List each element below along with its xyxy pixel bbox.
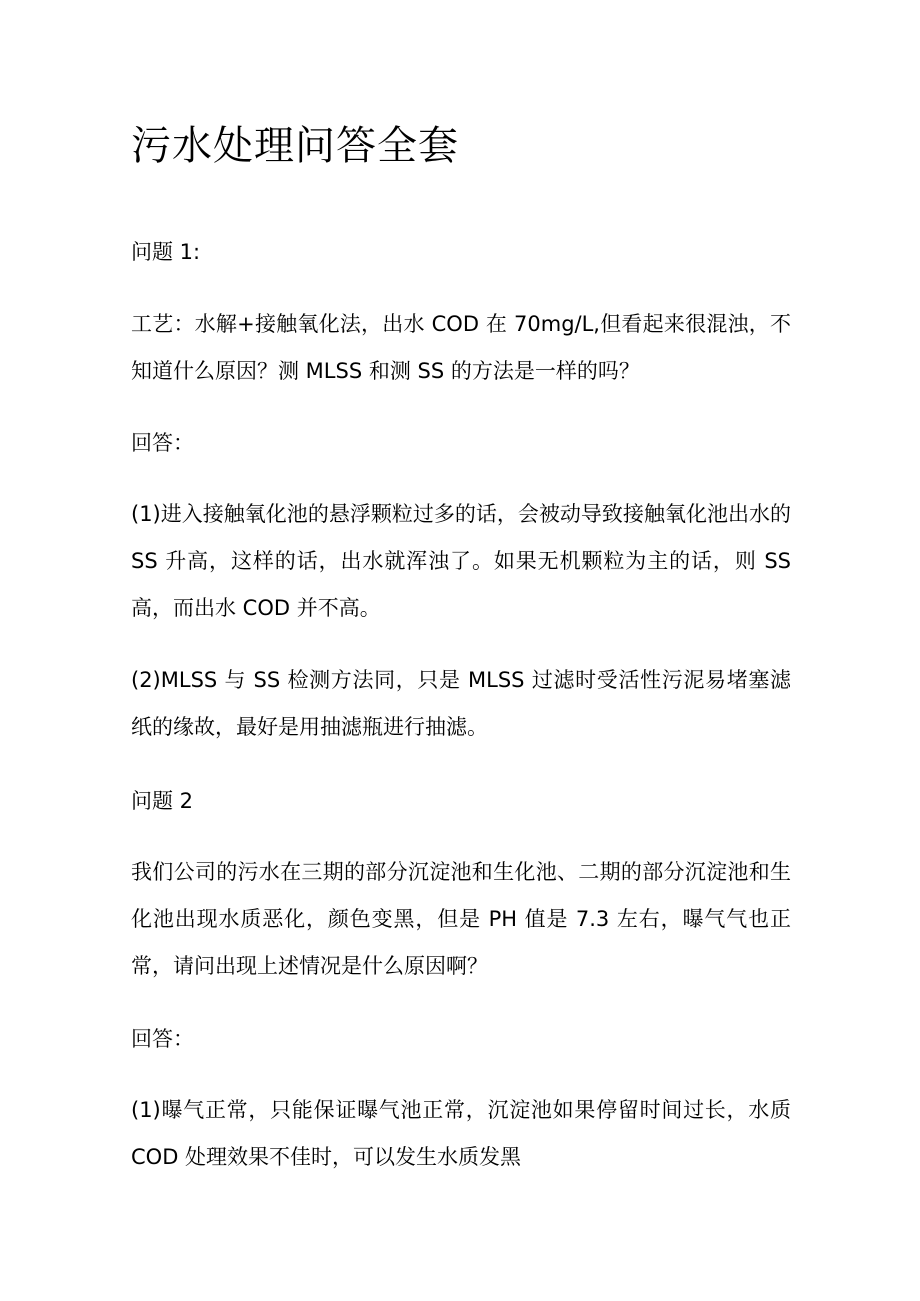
answer-2-point-1: (1)曝气正常，只能保证曝气池正常，沉淀池如果停留时间过长，水质 COD 处理效果不佳时，可以发生水质发黑 <box>131 1098 791 1169</box>
answer-1-heading: 回答： <box>131 431 194 455</box>
question-1-body: 工艺：水解+接触氧化法，出水 COD 在 70mg/L,但看起来很混浊，不知道什么原因？测 MLSS 和测 SS 的方法是一样的吗？ <box>131 312 791 383</box>
question-1-heading: 问题 1: <box>131 240 201 264</box>
question-2-body: 我们公司的污水在三期的部分沉淀池和生化池、二期的部分沉淀池和生化池出现水质恶化，颜色变黑，但是 PH 值是 7.3 左右，曝气气也正常，请问出现上述情况是什么原因啊？ <box>131 860 791 978</box>
answer-2-heading: 回答： <box>131 1027 194 1051</box>
answer-1-point-2: (2)MLSS 与 SS 检测方法同，只是 MLSS 过滤时受活性污泥易堵塞滤纸的缘故，最好是用抽滤瓶进行抽滤。 <box>131 668 791 739</box>
document-title: 污水处理问答全套 <box>131 123 459 169</box>
question-2-heading: 问题 2 <box>131 789 194 813</box>
answer-1-point-1: (1)进入接触氧化池的悬浮颗粒过多的话，会被动导致接触氧化池出水的 SS 升高，这样的话，出水就浑浊了。如果无机颗粒为主的话，则 SS 高，而出水 COD 并不高。 <box>131 502 791 620</box>
